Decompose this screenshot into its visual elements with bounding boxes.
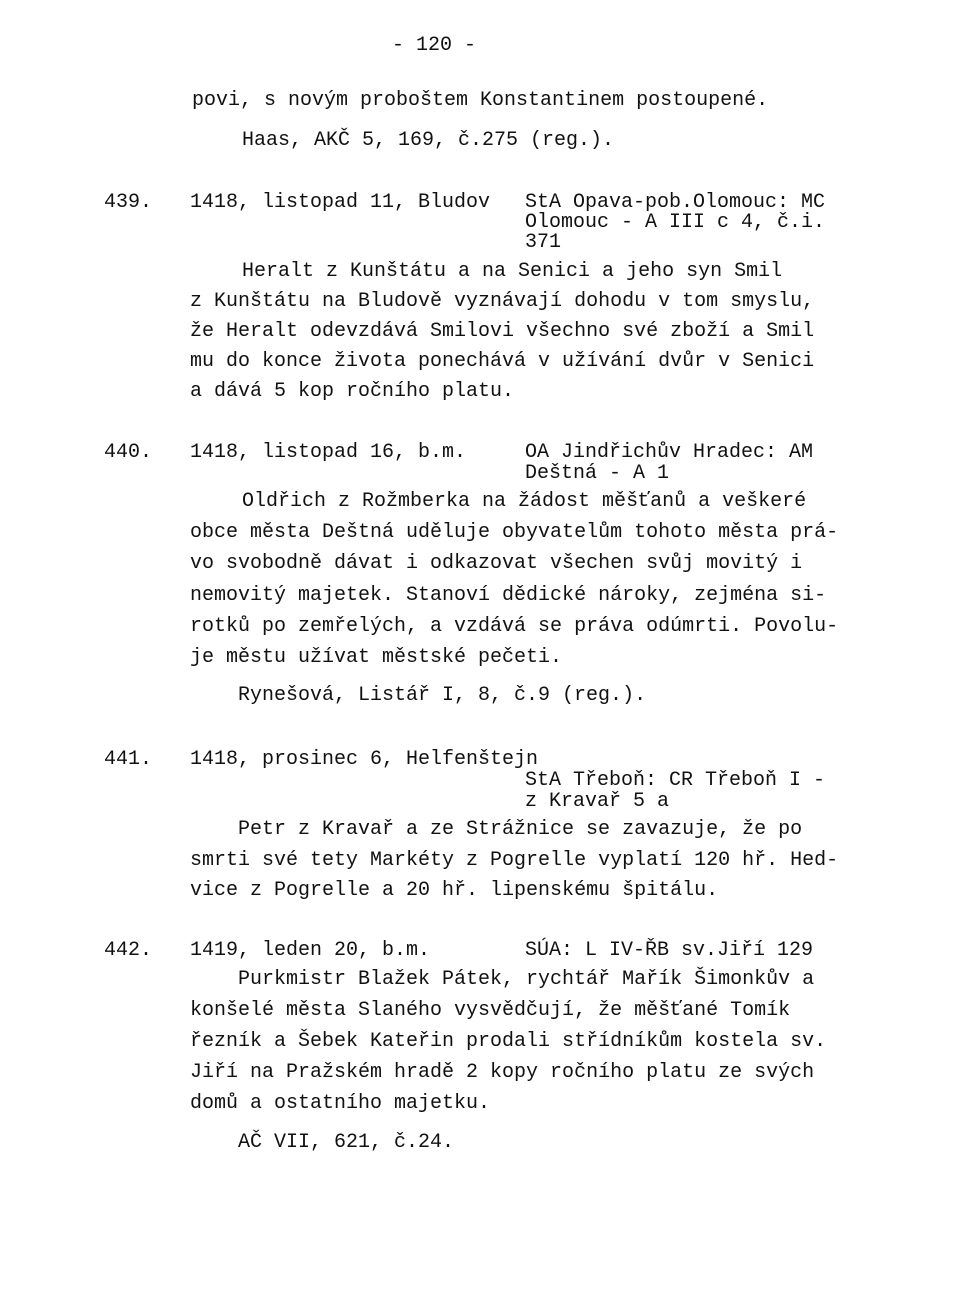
- body-line: Purkmistr Blažek Pátek, rychtář Mařík Šimonkův a: [238, 968, 815, 991]
- archive-line: z Kravař 5 a: [525, 790, 670, 813]
- entry-date-place: 1418, prosinec 6, Helfenštejn: [190, 748, 539, 771]
- entry-citation: Rynešová, Listář I, 8, č.9 (reg.).: [238, 684, 647, 707]
- body-line: nemovitý majetek. Stanoví dědické nároky, zejména si-: [190, 584, 827, 607]
- body-line: domů a ostatního majetku.: [190, 1092, 491, 1115]
- entry-date-place: 1418, listopad 16, b.m.: [190, 441, 467, 464]
- entry-citation: AČ VII, 621, č.24.: [238, 1131, 455, 1154]
- intro-citation: Haas, AKČ 5, 169, č.275 (reg.).: [242, 129, 615, 152]
- body-line: smrti své tety Markéty z Pogrelle vyplatí 120 hř. Hed-: [190, 849, 839, 872]
- body-line: Jiří na Pražském hradě 2 kopy ročního platu ze svých: [190, 1061, 815, 1084]
- body-line: Oldřich z Rožmberka na žádost měšťanů a veškeré: [242, 490, 807, 513]
- entry-date-place: 1419, leden 20, b.m.: [190, 939, 431, 962]
- entry-date-place: 1418, listopad 11, Bludov: [190, 191, 491, 214]
- body-line: a dává 5 kop ročního platu.: [190, 380, 515, 403]
- archive-line: OA Jindřichův Hradec: AM: [525, 441, 814, 464]
- body-line: obce města Deštná uděluje obyvatelům tohoto města prá-: [190, 521, 839, 544]
- body-line: z Kunštátu na Bludově vyznávají dohodu v tom smyslu,: [190, 290, 815, 313]
- body-line: je městu užívat městské pečeti.: [190, 646, 563, 669]
- archive-line: SÚA: L IV-ŘB sv.Jiří 129: [525, 939, 814, 962]
- archive-line: Deštná - A 1: [525, 462, 670, 485]
- entry-number: 439.: [104, 191, 153, 214]
- body-line: rotků po zemřelých, a vzdává se práva odúmrti. Povolu-: [190, 615, 839, 638]
- archive-line: Olomouc - A III c 4, č.i.: [525, 211, 826, 234]
- entry-number: 440.: [104, 441, 153, 464]
- page-number: - 120 -: [392, 34, 477, 57]
- body-line: mu do konce života ponechává v užívání dvůr v Senici: [190, 350, 815, 373]
- body-line: konšelé města Slaného vysvědčují, že měšťané Tomík: [190, 999, 791, 1022]
- entry-number: 442.: [104, 939, 153, 962]
- body-line: vice z Pogrelle a 20 hř. lipenskému špitálu.: [190, 879, 719, 902]
- body-line: Petr z Kravař a ze Strážnice se zavazuje, že po: [238, 818, 803, 841]
- body-line: řezník a Šebek Kateřin prodali střídníkům kostela sv.: [190, 1030, 827, 1053]
- archive-line: StA Opava-pob.Olomouc: MC: [525, 191, 826, 214]
- body-line: Heralt z Kunštátu a na Senici a jeho syn Smil: [242, 260, 783, 283]
- body-line: vo svobodně dávat i odkazovat všechen svůj movitý i: [190, 552, 803, 575]
- archive-line: 371: [525, 231, 562, 254]
- archive-line: StA Třeboň: CR Třeboň I -: [525, 769, 826, 792]
- entry-number: 441.: [104, 748, 153, 771]
- body-line: že Heralt odevzdává Smilovi všechno své zboží a Smil: [190, 320, 815, 343]
- intro-line: povi, s novým proboštem Konstantinem postoupené.: [192, 89, 769, 112]
